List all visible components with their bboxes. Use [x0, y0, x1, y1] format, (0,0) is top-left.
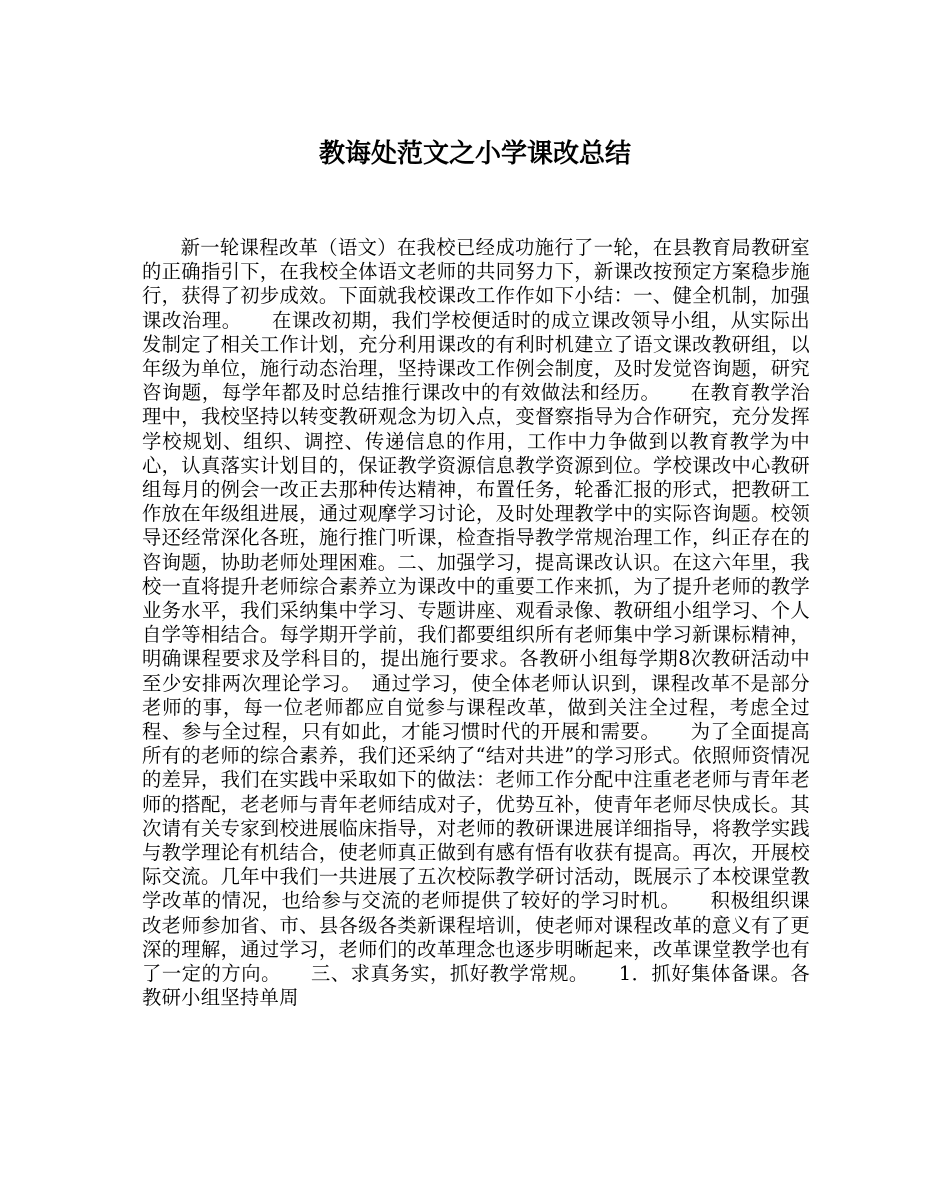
- document-body-paragraph: 新一轮课程改革（语文）在我校已经成功施行了一轮，在县教育局教研室的正确指引下，在我校全体语文老师的共同努力下，新课改按预定方案稳步施行，获得了初步成效。下面就我校课改工作作如下小结：一、健全机制，加强课改治理。 在课改初期，我们学校便适时的成立课改领导小组，从实际出发制定了相关工作计划，充分利用课改的有利时机建立了语文课改教研组，以年级为单位，施行动态治理，坚持课改工作例会制度，及时发觉咨询题，研究咨询题，每学年都及时总结推行课改中的有效做法和经历。 在教育教学治理中，我校坚持以转变教研观念为切入点，变督察指导为合作研究，充分发挥学校规划、组织、调控、传递信息的作用，工作中力争做到以教育教学为中心，认真落实计划目的，保证教学资源信息教学资源到位。学校课改中心教研组每月的例会一改正去那种传达精神，布置任务，轮番汇报的形式，把教研工作放在年级组进展，通过观摩学习讨论，及时处理教学中的实际咨询题。校领导还经常深化各班，施行推门听课，检查指导教学常规治理工作，纠正存在的咨询题，协助老师处理困难。二、加强学习，提高课改认识。在这六年里，我校一直将提升老师综合素养立为课改中的重要工作来抓，为了提升老师的教学业务水平，我们采纳集中学习、专题讲座、观看录像、教研组小组学习、个人自学等相结合。每学期开学前，我们都要组织所有老师集中学习新课标精神，明确课程要求及学科目的，提出施行要求。各教研小组每学期8次教研活动中至少安排两次理论学习。 通过学习，使全体老师认识到，课程改革不是部分老师的事，每一位老师都应自觉参与课程改革，做到关注全过程，考虑全过程、参与全过程，只有如此，才能习惯时代的开展和需要。 为了全面提高所有的老师的综合素养，我们还采纳了“结对共进”的学习形式。依照师资情况的差异，我们在实践中采取如下的做法：老师工作分配中注重老老师与青年老师的搭配，老老师与青年老师结成对子，优势互补，使青年老师尽快成长。其次请有关专家到校进展临床指导，对老师的教研课进展详细指导，将教学实践与教学理论有机结合，使老师真正做到有感有悟有收获有提高。再次，开展校际交流。几年中我们一共进展了五次校际教学研讨活动，既展示了本校课堂教学改革的情况，也给参与交流的老师提供了较好的学习时机。 积极组织课改老师参加省、市、县各级各类新课程培训，使老师对课程改革的意义有了更深的理解，通过学习，老师们的改革理念也逐步明晰起来，改革课堂教学也有了一定的方向。 三、求真务实，抓好教学常规。 1．抓好集体备课。各教研小组坚持单周: [142, 236, 810, 1010]
- document-title: 教诲处范文之小学课改总结: [318, 139, 631, 169]
